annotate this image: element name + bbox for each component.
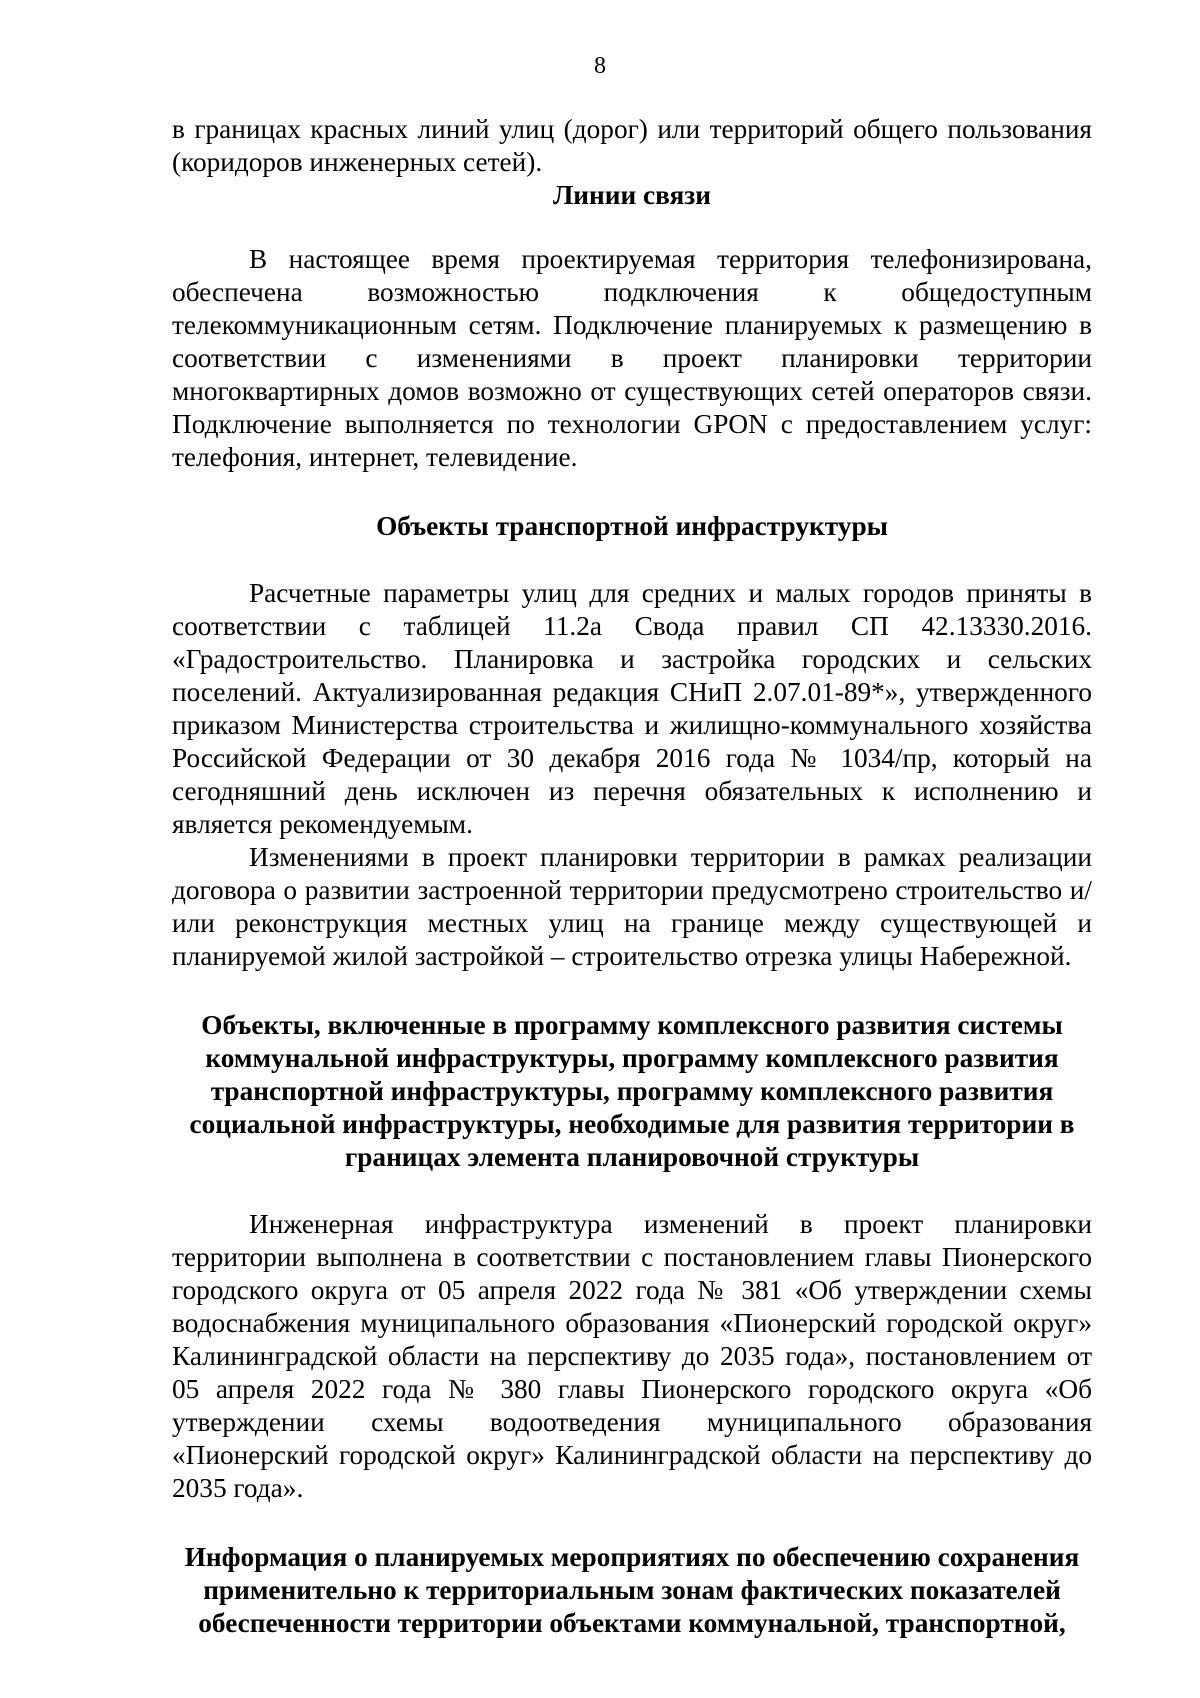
heading-communication-lines: Линии связи bbox=[552, 180, 712, 210]
spacer bbox=[172, 543, 1092, 577]
spacer bbox=[172, 474, 1092, 510]
spacer bbox=[172, 1174, 1092, 1208]
document-body bbox=[172, 113, 1092, 1640]
spacer bbox=[172, 973, 1092, 1009]
transport-paragraph-1: Расчетные параметры улиц для средних и малых городов приняты в соответствии с таблицей 11.2а Свода правил СП 42.13330.2016. «Градостроительство. Планировка и застройка городских и сельских поселений. Актуализированная редакция СНиП 2.07.01-89*», утвержденного приказом Министерства строительства и жилищно-коммунального хозяйства Российской Федерации от 30 декабря 2016 года № 1034/пр, который на сегодняшний день исключен из перечня обязательных к исполнению и является рекомендуемым. bbox=[172, 578, 1092, 839]
heading-transport-infrastructure: Объекты транспортной инфраструктуры bbox=[376, 511, 888, 541]
heading-planned-measures-information: Информация о планируемых мероприятиях по обеспечению сохранения применительно к территориальным зонам фактических показателей обеспеченности территории объектами коммунальной, транспортной, bbox=[184, 1542, 1080, 1638]
transport-paragraph-2: Изменениями в проект планировки территории в рамках реализации договора о развитии застроенной территории предусмотрено строительство и/или реконструкция местных улиц на границе между существующей и планируемой жилой застройкой – строительство отрезка улицы Набережной. bbox=[172, 842, 1092, 971]
spacer bbox=[172, 1505, 1092, 1541]
page-number: 8 bbox=[594, 53, 606, 79]
continuation-paragraph: в границах красных линий улиц (дорог) или территорий общего пользования (коридоров инженерных сетей). bbox=[172, 114, 1092, 177]
heading-development-programs: Объекты, включенные в программу комплексного развития системы коммунальной инфраструктуры, программу комплексного развития транспортной инфраструктуры, программу комплексного развития социальной инфраструктуры, необходимые для развития территории в границах элемента планировочной структуры bbox=[189, 1010, 1075, 1172]
spacer bbox=[172, 212, 1092, 243]
programs-paragraph: Инженерная инфраструктура изменений в проект планировки территории выполнена в соответствии с постановлением главы Пионерского городского округа от 05 апреля 2022 года № 381 «Об утверждении схемы водоснабжения муниципального образования «Пионерский городской округ» Калининградской области на перспективу до 2035 года», постановлением от 05 апреля 2022 года № 380 главы Пионерского городского округа «Об утверждении схемы водоотведения муниципального образования «Пионерский городской округ» Калининградской области на перспективу до 2035 года». bbox=[172, 1209, 1092, 1503]
communication-paragraph: В настоящее время проектируемая территория телефонизирована, обеспечена возможностью подключения к общедоступным телекоммуникационным сетям. Подключение планируемых к размещению в соответствии с изменениями в проект планировки территории многоквартирных домов возможно от существующих сетей операторов связи. Подключение выполняется по технологии GPON с предоставлением услуг: телефония, интернет, телевидение. bbox=[172, 244, 1092, 472]
